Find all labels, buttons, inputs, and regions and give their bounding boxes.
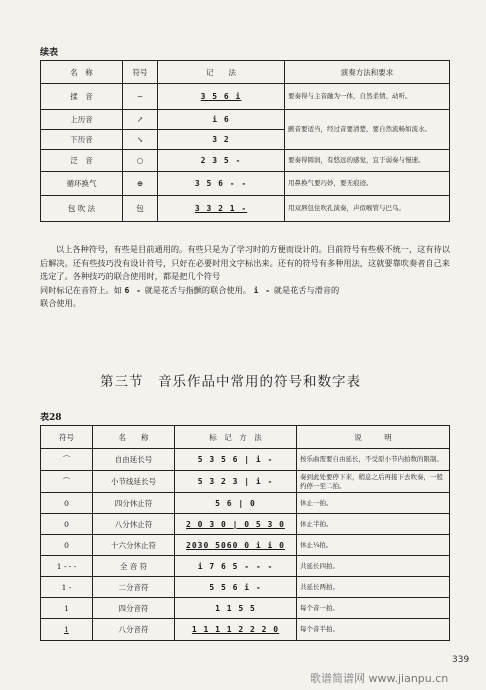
row-desc: 每个音半拍。 <box>297 619 450 641</box>
row-notation: 5 6 | 0 <box>175 493 297 514</box>
row-name: 十六分休止符 <box>93 535 175 556</box>
table-row <box>41 196 450 222</box>
row-notation: 1 1 5 5 <box>175 598 297 619</box>
watermark: 歌谱简谱网 www.jianpu.cn <box>310 672 449 685</box>
row-symbol: ↗ <box>123 110 158 130</box>
paragraph-text: 就是花舌与滑音的 <box>273 284 340 295</box>
row-notation <box>158 196 285 222</box>
symbol-text: 1 <box>64 625 69 634</box>
table-label-continued: 续表 <box>40 48 59 58</box>
paragraph-text: 就是花舌与指颤的联合使用。 <box>144 284 252 295</box>
header-method: 演奏方法和要求 <box>285 61 450 84</box>
table-row <box>41 598 450 619</box>
row-symbol: 包 <box>123 196 158 222</box>
table-row <box>41 535 450 556</box>
row-name: 八分休止符 <box>93 514 175 535</box>
notation-text: 3 3 2 1 - <box>194 204 248 213</box>
body-paragraph <box>40 243 450 311</box>
row-notation: 5 3 2 3 | i - <box>175 471 297 493</box>
row-notation: 2 3 5 - <box>158 150 285 172</box>
row-desc: 每个音一拍。 <box>297 598 450 619</box>
table-row <box>41 619 450 641</box>
table-row <box>41 493 450 514</box>
row-notation: 3 5 6 - - <box>158 172 285 196</box>
row-symbol: 0 <box>41 514 93 535</box>
table-row <box>41 150 450 172</box>
table-row <box>41 514 450 535</box>
table-header-row <box>41 61 450 84</box>
notation-text: 2 0 3 0 | 0 5 3 0 <box>186 519 285 529</box>
header-notation: 标 记 方 法 <box>175 426 297 449</box>
row-notation <box>158 84 285 110</box>
row-name: 二分音符 <box>93 577 175 598</box>
row-notation: 5 3 5 6 | i - <box>175 449 297 471</box>
row-notation <box>175 619 297 641</box>
row-desc: 要奏得与主音融为一体，自然柔情、动听。 <box>285 84 450 110</box>
header-symbol: 符号 <box>41 426 93 449</box>
row-symbol: 0 <box>41 535 93 556</box>
row-symbol: 1 <box>41 598 93 619</box>
row-name: 小节线延长号 <box>93 471 175 493</box>
row-notation: i 7 6 5 - - - <box>175 556 297 577</box>
table-row <box>41 556 450 577</box>
row-desc: 要奏得圆润，有悠远的感觉，宜于弱奏与慢速。 <box>285 150 450 172</box>
row-name: 全 音 符 <box>93 556 175 577</box>
header-notation: 记 法 <box>158 61 285 84</box>
row-desc: 休止¼拍。 <box>297 535 450 556</box>
row-name: 自由延长号 <box>93 449 175 471</box>
row-name: 八分音符 <box>93 619 175 641</box>
paragraph-text: 同时标记在音符上。如 <box>40 284 122 295</box>
row-desc: 休止半拍。 <box>297 514 450 535</box>
row-name: 四分音符 <box>93 598 175 619</box>
row-desc: 奏到此处要停下来，稍息之后再接下去吹奏，一般约停一至二拍。 <box>297 471 450 493</box>
notation-text: 1 1 1 1 2 2 2 0 <box>191 625 280 634</box>
table-row <box>41 471 450 493</box>
table-row <box>41 577 450 598</box>
row-desc: 休止一拍。 <box>297 493 450 514</box>
section-title: 第三节 音乐作品中常用的符号和数字表 <box>100 374 361 390</box>
header-name: 名 称 <box>93 426 175 449</box>
table-row <box>41 110 450 130</box>
row-desc: 共延长两拍。 <box>297 577 450 598</box>
row-name: 揉 音 <box>41 84 123 110</box>
row-symbol: ○ <box>123 150 158 172</box>
row-notation <box>175 535 297 556</box>
row-name: 上历音 <box>41 110 123 130</box>
row-desc: 按乐曲需要自由延长，不受原小节内拍数的限制。 <box>297 449 450 471</box>
row-name: 包 吹 法 <box>41 196 123 222</box>
row-name: 四分休止符 <box>93 493 175 514</box>
notation-text: 2030 5060 0 i i 0 <box>186 540 285 550</box>
header-desc: 说 明 <box>297 426 450 449</box>
table-header-row <box>41 426 450 449</box>
row-notation: 5 5 6 i - <box>175 577 297 598</box>
row-symbol: ⌒ <box>41 471 93 493</box>
technique-table <box>40 60 450 222</box>
row-symbol: ⊕ <box>123 172 158 196</box>
table-row <box>41 449 450 471</box>
table-label-28: 表28 <box>40 413 62 423</box>
row-notation: i 6 <box>158 110 285 130</box>
row-symbol: ∽ <box>123 84 158 110</box>
row-desc: 用鼻换气要巧妙，要无痕迹。 <box>285 172 450 196</box>
notation-text: 3 5 6 i <box>200 92 242 101</box>
table-row <box>41 172 450 196</box>
row-desc: 共延长四拍。 <box>297 556 450 577</box>
paragraph-text: 以上各种符号，有些是目前通用的。有些只是为了学习时的方便而设计的。目前符号有些极不统一，这有待以后解决。还有些技巧没有设计符号，只好在必要时用文字标出来。还有的符号有多种用法，这就要靠吹奏者自己来选定了。各种技巧的联合使用时，都是把几个符号 <box>40 244 450 282</box>
header-symbol: 符号 <box>123 61 158 84</box>
row-symbol <box>41 619 93 641</box>
row-symbol: ↘ <box>123 130 158 150</box>
row-name: 循环换气 <box>41 172 123 196</box>
row-notation: 3 2 <box>158 130 285 150</box>
row-symbol: 0 <box>41 493 93 514</box>
page-number: 339 <box>452 655 470 665</box>
row-name: 下历音 <box>41 130 123 150</box>
row-desc: 颤音要适当，经过音要清楚，要自然流畅如流水。 <box>285 110 450 150</box>
header-name: 名 称 <box>41 61 123 84</box>
notation-example-1: 6 - <box>124 285 142 295</box>
row-symbol: 1 - <box>41 577 93 598</box>
notation-example-2: i - <box>253 285 272 295</box>
row-desc: 用双唇包住吹孔演奏，声似喉管与巴乌。 <box>285 196 450 222</box>
row-notation <box>175 514 297 535</box>
row-name: 泛 音 <box>41 150 123 172</box>
paragraph-text: 联合使用。 <box>40 298 81 309</box>
table-row <box>41 84 450 110</box>
symbol-table <box>40 425 450 641</box>
row-symbol: ⌒ <box>41 449 93 471</box>
row-symbol: 1 - - - <box>41 556 93 577</box>
